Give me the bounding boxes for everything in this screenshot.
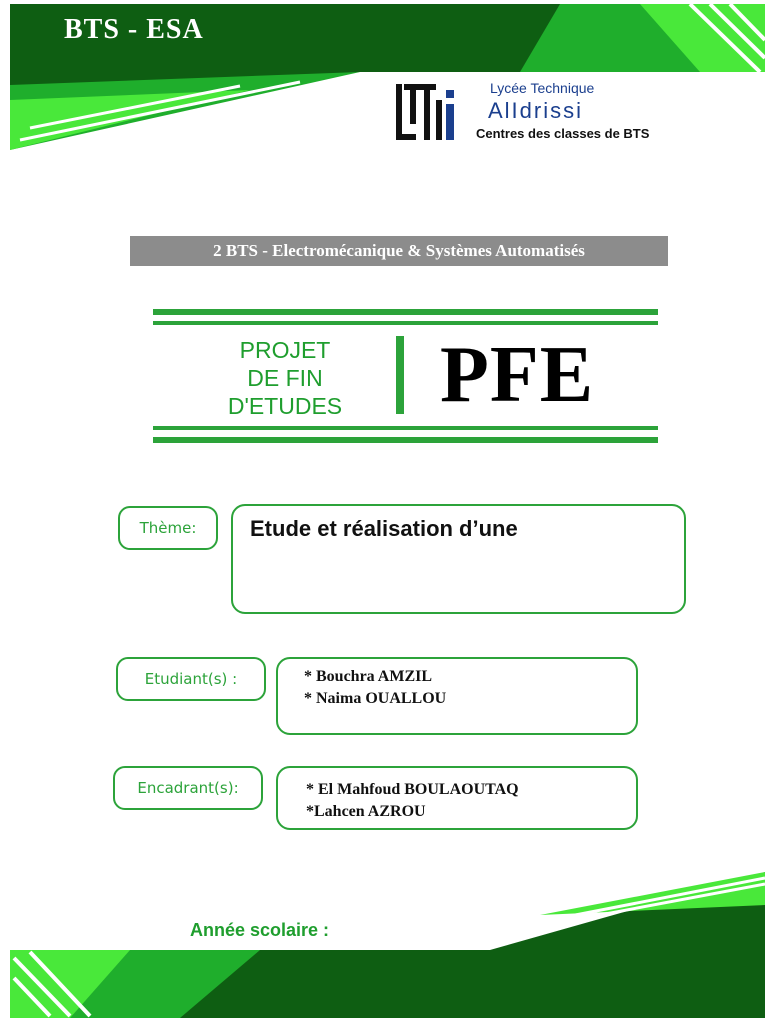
pfe-left-line-2: DE FIN xyxy=(247,365,323,391)
student-name: * Naima OUALLOU xyxy=(304,690,447,707)
header-title: BTS - ESA xyxy=(64,14,204,45)
supervisor-name: * El Mahfoud BOULAOUTAQ xyxy=(306,781,519,798)
ltai-monogram-icon xyxy=(394,82,460,142)
logo-line-3: Centres des classes de BTS xyxy=(476,126,650,141)
theme-label: Thème: xyxy=(118,506,218,550)
supervisor-name: *Lahcen AZROU xyxy=(306,803,426,820)
pfe-left-text xyxy=(200,336,370,420)
pfe-left-line-1: PROJET xyxy=(239,337,331,363)
logo-line-1: Lycée Technique xyxy=(490,80,595,96)
pfe-big-text: PFE xyxy=(440,331,595,419)
logo-line-2: AlIdrissi xyxy=(488,98,584,123)
pfe-left-line-3: D'ETUDES xyxy=(227,393,343,419)
program-subtitle: 2 BTS - Electromécanique & Systèmes Automatisés xyxy=(130,236,668,266)
supervisors-list xyxy=(306,779,519,823)
theme-value: Etude et réalisation d’une xyxy=(250,516,518,541)
students-list xyxy=(304,666,446,710)
students-label: Etudiant(s) : xyxy=(116,657,266,701)
student-name: * Bouchra AMZIL xyxy=(304,668,433,685)
supervisors-label: Encadrant(s): xyxy=(113,766,263,810)
school-year-label: Année scolaire : xyxy=(190,920,330,940)
